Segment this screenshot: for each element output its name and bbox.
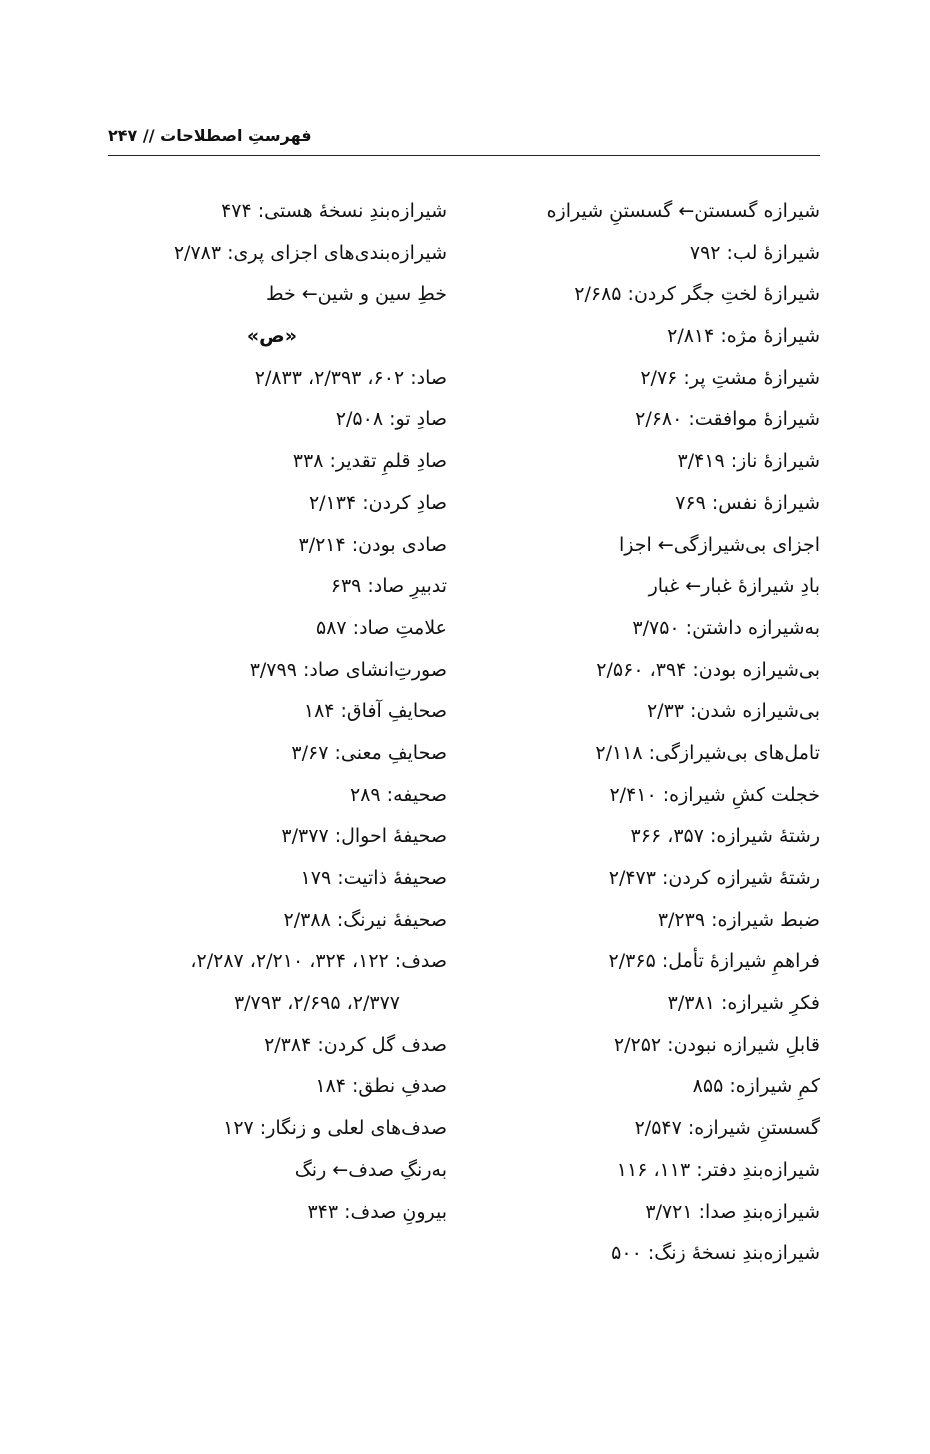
index-entry: صدفِ نطق: ۱۸۴ xyxy=(315,1075,447,1098)
index-entry: صادِ کردن: ۲/۱۳۴ xyxy=(308,491,447,514)
header-rule xyxy=(108,155,820,156)
index-entry: صحیفۀ نیرنگ: ۲/۳۸۸ xyxy=(283,908,447,931)
index-entry: شیرازه‌بندِ دفتر: ۱۱۳، ۱۱۶ xyxy=(616,1158,820,1181)
index-entry: به‌رنگِ صدف← رنگ xyxy=(294,1158,447,1181)
index-entry: کمِ شیرازه: ۸۵۵ xyxy=(692,1075,820,1098)
index-entry: خطِ سین و شین← خط xyxy=(265,283,447,306)
index-entry: شیرازۀ نفس: ۷۶۹ xyxy=(675,491,820,514)
index-entry: فکرِ شیرازه: ۳/۳۸۱ xyxy=(667,992,820,1015)
index-entry: بیرونِ صدف: ۳۴۳ xyxy=(307,1200,447,1223)
index-entry: شیرازه‌بندِ نسخۀ زنگ: ۵۰۰ xyxy=(611,1242,820,1265)
index-entry: قابلِ شیرازه نبودن: ۲/۲۵۲ xyxy=(613,1033,820,1056)
index-entry: صحیفۀ احوال: ۳/۳۷۷ xyxy=(281,825,447,848)
index-entry: صحایفِ معنی: ۳/۶۷ xyxy=(291,741,447,764)
index-entry: صورتِ‌انشای صاد: ۳/۷۹۹ xyxy=(249,658,447,681)
index-entry: شیرازۀ لب: ۷۹۲ xyxy=(689,241,820,264)
index-entry: شیرازه‌بندِ صدا: ۳/۷۲۱ xyxy=(645,1200,820,1223)
index-entry: صحیفه: ۲۸۹ xyxy=(350,783,447,806)
index-entry: صادِ قلمِ تقدیر: ۳۳۸ xyxy=(292,450,447,473)
index-entry: صحایفِ آفاق: ۱۸۴ xyxy=(303,700,447,723)
index-entry: به‌شیرازه داشتن: ۳/۷۵۰ xyxy=(632,616,820,639)
index-entry: تامل‌های بی‌شیرازگی: ۲/۱۱۸ xyxy=(595,741,820,764)
index-entry: شیرازه‌بندی‌های اجزای پری: ۲/۷۸۳ xyxy=(173,241,447,264)
index-entry: شیرازه‌بندِ نسخۀ هستی: ۴۷۴ xyxy=(221,200,447,222)
index-column-right xyxy=(470,191,820,1275)
index-entry: بادِ شیرازۀ غبار← غبار xyxy=(648,575,820,598)
index-entry: رشتۀ شیرازه کردن: ۲/۴۷۳ xyxy=(608,867,820,889)
section-heading: «ص» xyxy=(246,325,297,348)
index-entry: شیرازۀ ناز: ۳/۴۱۹ xyxy=(677,450,820,473)
index-entry: گسستنِ شیرازه: ۲/۵۴۷ xyxy=(634,1117,820,1140)
index-entry: صحیفۀ ذاتیت: ۱۷۹ xyxy=(300,867,447,889)
index-entry: اجزای بی‌شیرازگی← اجزا xyxy=(618,533,820,556)
running-header: فهرستِ اصطلاحات // ۲۴۷ xyxy=(108,126,312,145)
index-entry: صدف‌های لعلی و زنگار: ۱۲۷ xyxy=(223,1117,447,1140)
index-entry: خجلت کشِ شیرازه: ۲/۴۱۰ xyxy=(609,783,820,806)
index-entry: شیرازۀ موافقت: ۲/۶۸۰ xyxy=(635,408,820,431)
index-entry-continuation: ۲/۳۷۷، ۲/۶۹۵، ۳/۷۹۳ xyxy=(233,992,400,1015)
index-entry: رشتۀ شیرازه: ۳۵۷، ۳۶۶ xyxy=(630,825,820,848)
index-column-left xyxy=(117,191,447,1233)
index-entry: فراهمِ شیرازۀ تأمل: ۲/۳۶۵ xyxy=(608,950,820,973)
index-entry: ضبط شیرازه: ۳/۲۳۹ xyxy=(657,908,820,931)
index-entry: صاد: ۶۰۲، ۲/۳۹۳، ۲/۸۳۳ xyxy=(254,366,447,389)
index-entry: علامتِ صاد: ۵۸۷ xyxy=(316,616,447,639)
index-entry: صادِ تو: ۲/۵۰۸ xyxy=(335,408,447,431)
index-entry: بی‌شیرازه شدن: ۲/۳۳ xyxy=(646,700,820,723)
index-entry: شیرازه گسستن← گسستنِ شیرازه xyxy=(546,200,820,222)
index-entry: شیرازۀ مژه: ۲/۸۱۴ xyxy=(667,325,820,348)
index-entry: تدبیرِ صاد: ۶۳۹ xyxy=(330,575,447,598)
index-entry: شیرازۀ مشتِ پر: ۲/۷۶ xyxy=(640,366,820,389)
index-entry: بی‌شیرازه بودن: ۳۹۴، ۲/۵۶۰ xyxy=(596,658,820,681)
index-entry: صدف: ۱۲۲، ۳۲۴، ۲/۲۱۰، ۲/۲۸۷، xyxy=(190,950,447,973)
index-entry: شیرازۀ لختِ جگر کردن: ۲/۶۸۵ xyxy=(574,283,820,306)
index-entry: صدف گل کردن: ۲/۳۸۴ xyxy=(264,1033,447,1056)
index-entry: صادی بودن: ۳/۲۱۴ xyxy=(298,533,447,556)
